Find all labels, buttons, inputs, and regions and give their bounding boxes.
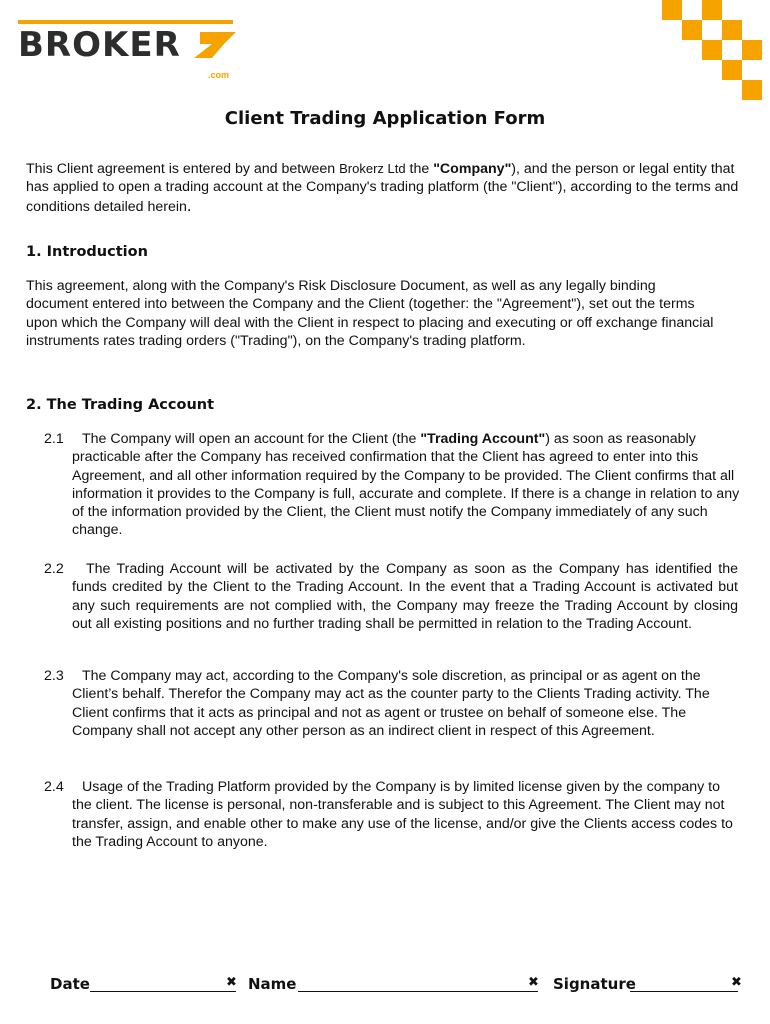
intro-text-after: ), and the person or legal entity that has applied to open a trading account at the Company's trading platform (the "Client"), according to the terms and conditions detailed herein	[26, 161, 739, 215]
intro-text-middle: the	[405, 161, 434, 177]
clause-2-1-post: ) as soon as reasonably practicable after the Company has received confirmation that the Client has agreed to enter into this Agreement, and all other information required by the Company to be provided. The Client confirms that all information it provides to the Company is full, accurate and complete. If there is a change in relation to any of the information provided by the Client, the Client must notify the Company immediately of any such change.	[72, 431, 740, 539]
name-field-line[interactable]	[298, 991, 538, 992]
date-field-mark-icon: ✖	[226, 974, 237, 989]
section-heading-trading-account: 2. The Trading Account	[26, 397, 215, 413]
logo-wordmark: BROKER	[18, 25, 181, 65]
name-label: Name	[248, 975, 297, 993]
clause-number: 2.3	[44, 668, 64, 684]
intro-period: .	[186, 195, 192, 215]
clause-number: 2.4	[44, 779, 64, 795]
date-label: Date	[50, 975, 90, 993]
signature-field-line[interactable]	[630, 991, 738, 992]
clause-2-2-text: The Trading Account will be activated by the Company as soon as the Company has identified the funds credited by the Client to the Trading Account. In the event that a Trading Account is activated but any such requirements are not complied with, the Company may freeze the Trading Account by closing out all existing positions and no further trading shall be permitted in relation to the Trading Account.	[72, 561, 738, 632]
clause-2-4-text: Usage of the Trading Platform provided by the Company is by limited license given by the company to the client. The license is personal, non-transferable and is subject to this Agreement. The Client may not transfer, assign, and enable other to make any use of the license, and/or give the Clients access codes to the Trading Account to anyone.	[72, 779, 733, 850]
checker-pattern-decoration	[652, 0, 770, 102]
clause-number: 2.1	[44, 431, 64, 447]
intro-company-term: "Company"	[433, 161, 512, 177]
clause-2-3-text: The Company may act, according to the Company's sole discretion, as principal or as agent on the Client’s behalf. Therefor the Company may act as the counter party to the Clients Trading activity. The Client confirms that it acts as principal and not as agent or trustee on behalf of someone else. The Company shall not accept any other person as an indirect client in respect of this Agreement.	[72, 668, 710, 739]
company-logo	[18, 20, 243, 80]
clause-2-1-pre: The Company will open an account for the Client (the	[82, 431, 421, 447]
section-heading-introduction: 1. Introduction	[26, 244, 148, 260]
logo-z-slash-icon	[190, 30, 238, 60]
signature-row	[50, 974, 750, 996]
signature-label: Signature	[553, 975, 636, 993]
name-field-mark-icon: ✖	[528, 974, 539, 989]
section-introduction-text: This agreement, along with the Company's Risk Disclosure Document, as well as any legally binding document entered into between the Company and the Client (together: the "Agreement"), set out the terms upon which the Company will deal with the Client in respect to placing and executing or off exchange financial instruments rates trading orders ("Trading"), on the Company's trading platform.	[26, 278, 714, 349]
date-field-line[interactable]	[90, 991, 236, 992]
logo-accent-bar	[18, 20, 233, 24]
logo-suffix: .com	[208, 70, 230, 80]
clause-2-1-defined-term: "Trading Account"	[420, 431, 546, 447]
signature-field-mark-icon: ✖	[731, 974, 742, 989]
clause-number: 2.2	[44, 561, 64, 577]
page-title: Client Trading Application Form	[224, 108, 546, 129]
intro-party-name: Brokerz Ltd	[339, 161, 406, 176]
intro-paragraph	[26, 160, 744, 216]
intro-text-before: This Client agreement is entered by and between	[26, 161, 340, 177]
clause-2-1-text	[72, 430, 740, 540]
